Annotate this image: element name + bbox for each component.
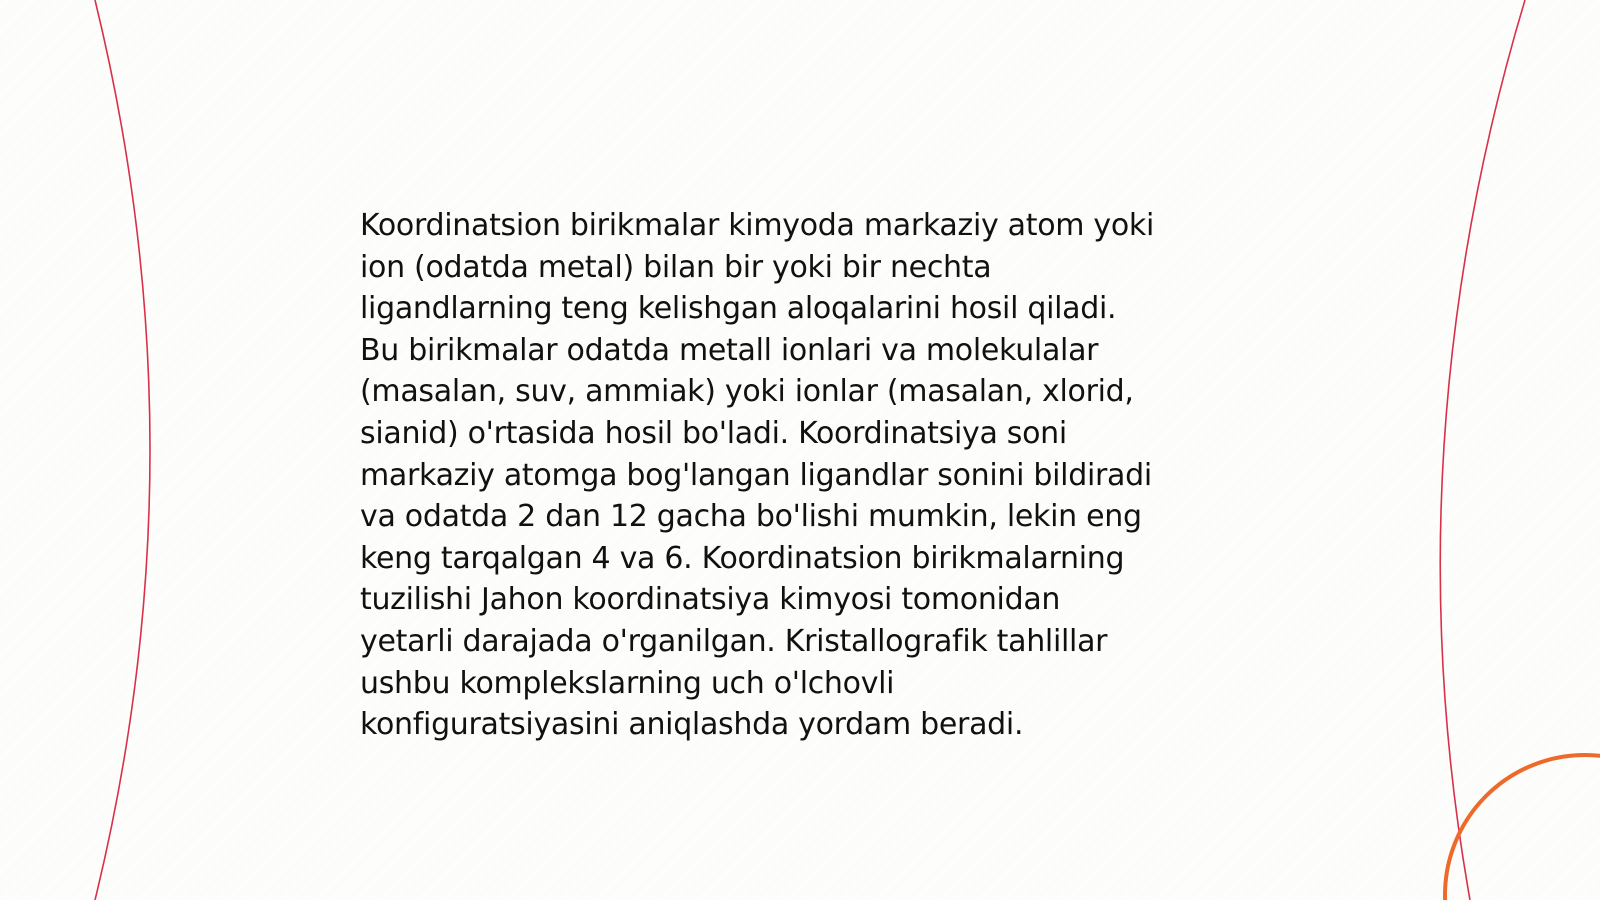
- body-paragraph: Koordinatsion birikmalar kimyoda markaziy atom yoki ion (odatda metal) bilan bir yoki bir nechta ligandlarning teng kelishgan aloqalarini hosil qiladi. Bu birikmalar odatda metall ionlari va molekulalar (masalan, suv, ammiak) yoki ionlar (masalan, xlorid, sianid) o'rtasida hosil bo'ladi. Koordinatsiya soni markaziy atomga bog'langan ligandlar sonini bildiradi va odatda 2 dan 12 gacha bo'lishi mumkin, lekin eng keng tarqalgan 4 va 6. Koordinatsion birikmalarning tuzilishi Jahon koordinatsiya kimyosi tomonidan yetarli darajada o'rganilgan. Kristallografik tahlillar ushbu komplekslarning uch o'lchovli konfiguratsiyasini aniqlashda yordam beradi.: [360, 208, 1155, 743]
- right-arc-line: [1440, 0, 1525, 900]
- orange-circle-outline: [1445, 755, 1600, 900]
- left-arc-line: [95, 0, 150, 900]
